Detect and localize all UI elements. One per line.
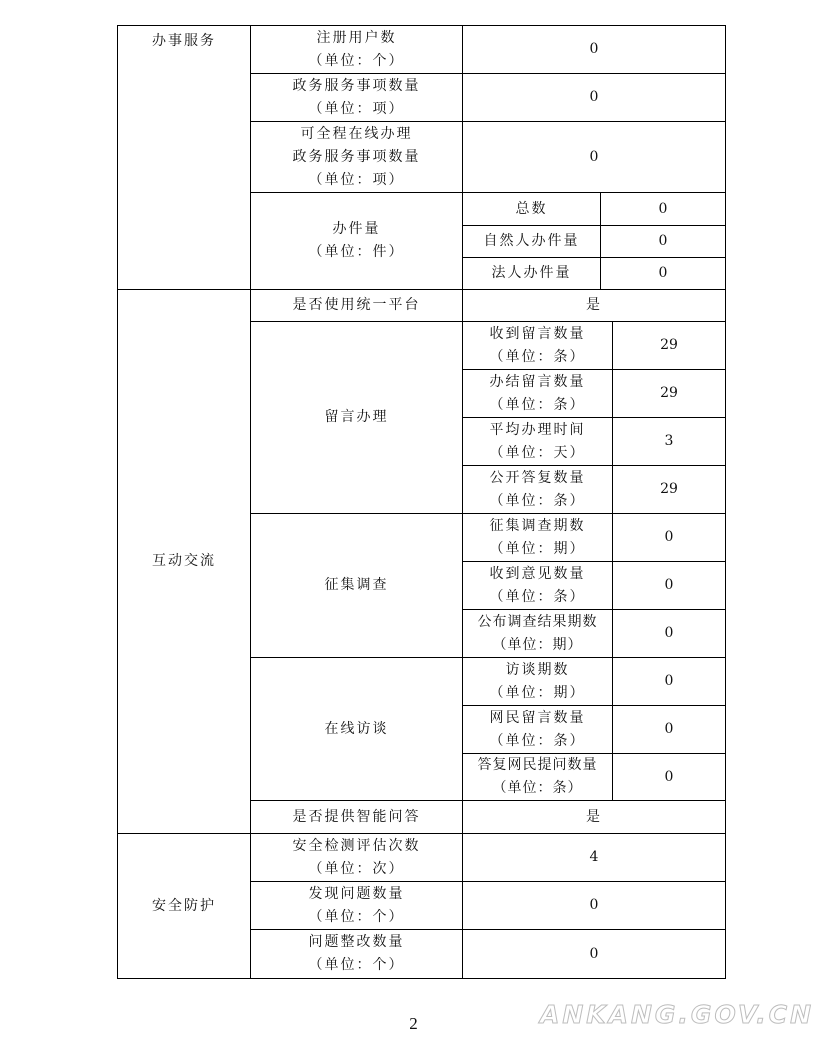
sub-value-avg-time: 3 — [612, 417, 726, 466]
item-label-cases: 办件量 （单位：件） — [250, 192, 463, 290]
sub-label-avg-time: 平均办理时间 （单位：天） — [462, 417, 613, 466]
sub-label-messages-closed: 办结留言数量 （单位：条） — [462, 369, 613, 418]
section-label-service: 办事服务 — [117, 25, 251, 290]
item-value-unified-platform: 是 — [462, 289, 726, 322]
sub-label-opinions-received: 收到意见数量 （单位：条） — [462, 561, 613, 610]
page-number: 2 — [409, 1014, 418, 1033]
sub-value-messages-received: 29 — [612, 321, 726, 370]
item-label-security-checks: 安全检测评估次数 （单位：次） — [250, 833, 463, 882]
item-value-service-items: 0 — [462, 73, 726, 122]
sub-label-messages-received: 收到留言数量 （单位：条） — [462, 321, 613, 370]
sub-label-natural-person: 自然人办件量 — [462, 225, 601, 258]
group-label-surveys: 征集调查 — [250, 513, 463, 658]
section-label-security: 安全防护 — [117, 833, 251, 979]
sub-label-public-replies: 公开答复数量 （单位：条） — [462, 465, 613, 514]
section-label-interaction: 互动交流 — [117, 289, 251, 834]
item-label-smart-qa: 是否提供智能问答 — [250, 800, 463, 834]
sub-value-netizen-messages: 0 — [612, 705, 726, 754]
sub-value-survey-results: 0 — [612, 609, 726, 658]
item-label-unified-platform: 是否使用统一平台 — [250, 289, 463, 322]
item-value-problems-found: 0 — [462, 881, 726, 930]
item-label-problems-fixed: 问题整改数量 （单位：个） — [250, 929, 463, 979]
item-label-online-items: 可全程在线办理 政务服务事项数量 （单位：项） — [250, 121, 463, 193]
item-value-registered-users: 0 — [462, 25, 726, 74]
item-label-registered-users: 注册用户数 （单位：个） — [250, 25, 463, 74]
group-label-messages: 留言办理 — [250, 321, 463, 514]
sub-label-legal-person: 法人办件量 — [462, 257, 601, 290]
sub-label-questions-answered: 答复网民提问数量 （单位：条） — [462, 753, 613, 801]
item-value-online-items: 0 — [462, 121, 726, 193]
item-value-smart-qa: 是 — [462, 800, 726, 834]
sub-label-interview-periods: 访谈期数 （单位：期） — [462, 657, 613, 706]
item-label-problems-found: 发现问题数量 （单位：个） — [250, 881, 463, 930]
sub-value-natural-person: 0 — [600, 225, 726, 258]
sub-value-opinions-received: 0 — [612, 561, 726, 610]
sub-value-survey-periods: 0 — [612, 513, 726, 562]
sub-value-questions-answered: 0 — [612, 753, 726, 801]
item-label-service-items: 政务服务事项数量 （单位：项） — [250, 73, 463, 122]
group-label-interviews: 在线访谈 — [250, 657, 463, 801]
sub-label-survey-periods: 征集调查期数 （单位：期） — [462, 513, 613, 562]
item-value-security-checks: 4 — [462, 833, 726, 882]
sub-value-interview-periods: 0 — [612, 657, 726, 706]
sub-value-public-replies: 29 — [612, 465, 726, 514]
sub-value-legal-person: 0 — [600, 257, 726, 290]
sub-value-total: 0 — [600, 192, 726, 226]
item-value-problems-fixed: 0 — [462, 929, 726, 979]
watermark-logo: ANKANG.GOV.CN — [540, 1000, 815, 1029]
sub-label-total: 总数 — [462, 192, 601, 226]
sub-label-survey-results: 公布调查结果期数 （单位：期） — [462, 609, 613, 658]
sub-label-netizen-messages: 网民留言数量 （单位：条） — [462, 705, 613, 754]
sub-value-messages-closed: 29 — [612, 369, 726, 418]
